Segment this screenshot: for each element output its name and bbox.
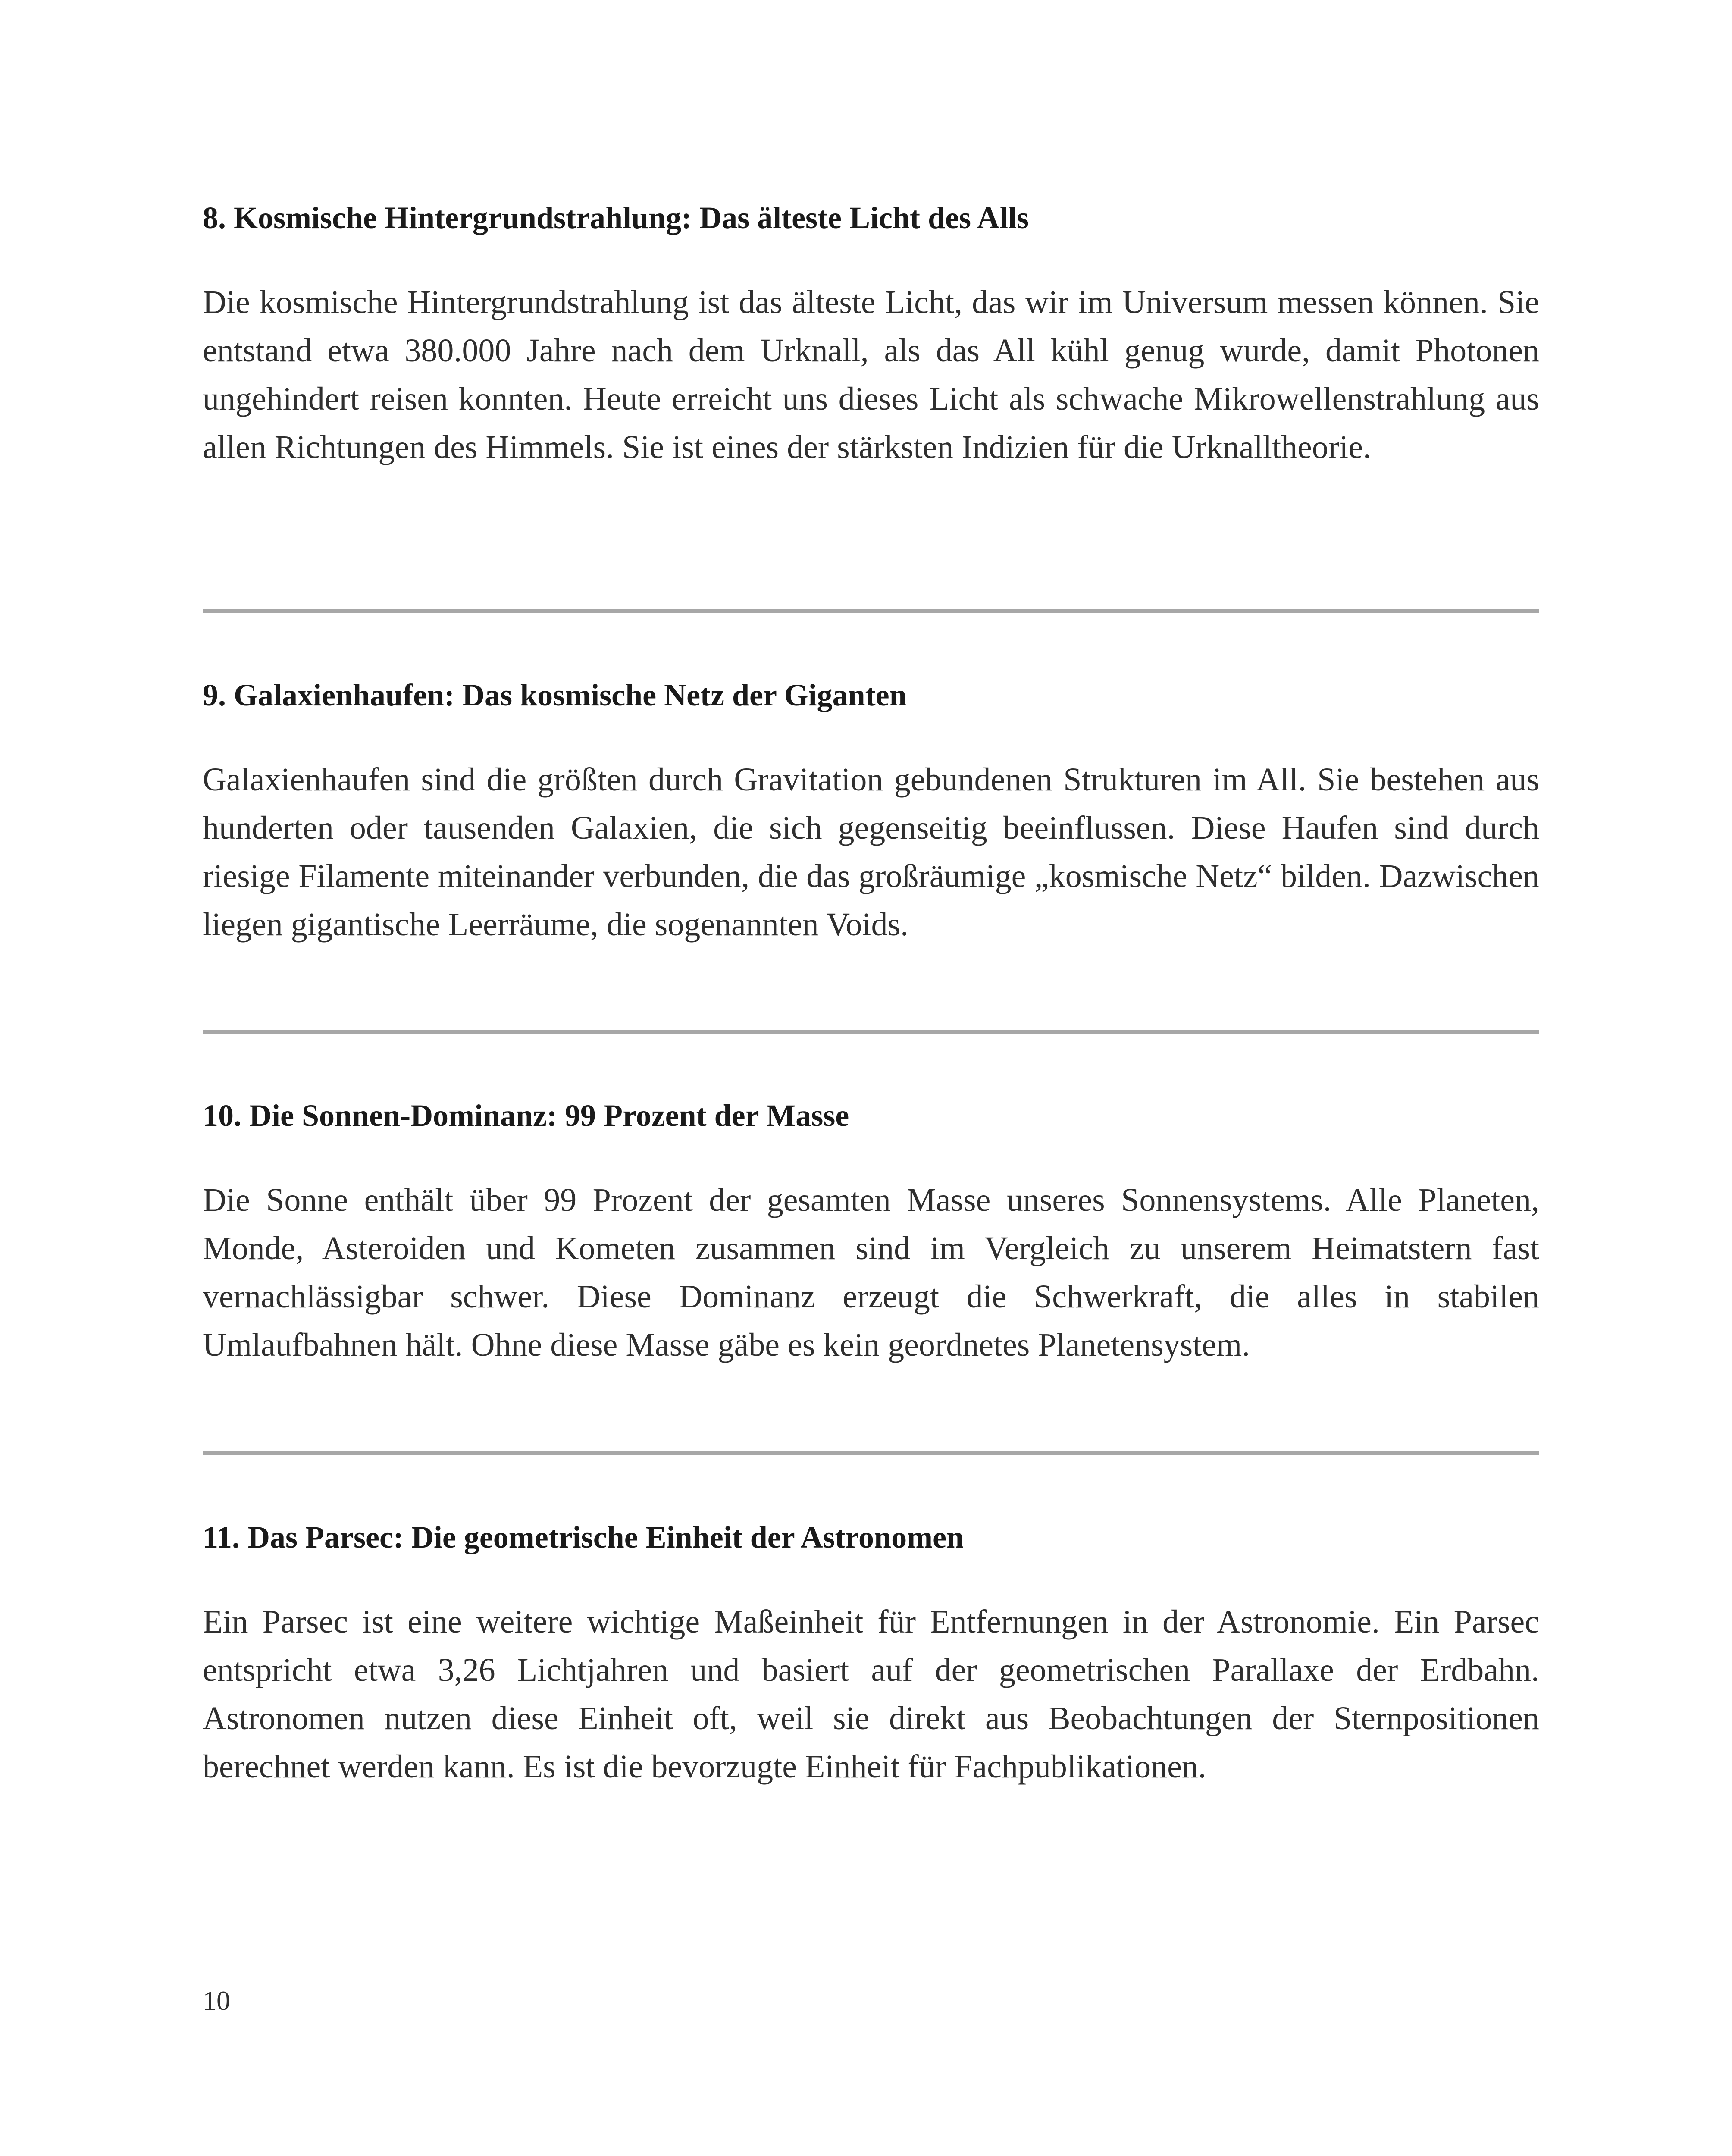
section-heading: 9. Galaxienhaufen: Das kosmische Netz der Giganten [203, 678, 907, 712]
section-paragraph: Galaxienhaufen sind die größten durch Gravitation gebundenen Strukturen im All. Sie bestehen aus hunderten oder tausenden Galaxien, die sich gegenseitig beeinflussen. Diese Haufen sind durch riesige Filamente miteinander verbunden, die das großräumige „kosmische Netz“ bilden. Dazwischen liegen gigantische Leerräume, die sogenannten Voids. [203, 761, 1539, 943]
section-paragraph: Die Sonne enthält über 99 Prozent der gesamten Masse unseres Sonnensystems. Alle Planeten, Monde, Asteroiden und Kometen zusammen sind im Vergleich zu unserem Heimatstern fast vernachlässigbar schwer. Diese Dominanz erzeugt die Schwerkraft, die alles in stabilen Umlaufbahnen hält. Ohne diese Masse gäbe es kein geordnetes Planetensystem. [203, 1182, 1539, 1363]
section-cosmic-background-radiation [203, 198, 1539, 471]
section-divider [203, 609, 1539, 613]
section-divider [203, 1030, 1539, 1034]
section-paragraph: Die kosmische Hintergrundstrahlung ist das älteste Licht, das wir im Universum messen können. Sie entstand etwa 380.000 Jahre nach dem Urknall, als das All kühl genug wurde, damit Photonen ungehindert reisen konnten. Heute erreicht uns dieses Licht als schwache Mikrowellenstrahlung aus allen Richtungen des Himmels. Sie ist eines der stärksten Indizien für die Urknalltheorie. [203, 284, 1539, 465]
section-heading: 11. Das Parsec: Die geometrische Einheit der Astronomen [203, 1520, 964, 1554]
section-galaxy-clusters [203, 676, 1539, 949]
section-sun-dominance [203, 1096, 1539, 1369]
page-number: 10 [203, 1985, 230, 2016]
section-paragraph: Ein Parsec ist eine weitere wichtige Maßeinheit für Entfernungen in der Astronomie. Ein Parsec entspricht etwa 3,26 Lichtjahren und basiert auf der geometrischen Parallaxe der Erdbahn. Astronomen nutzen diese Einheit oft, weil sie direkt aus Beobachtungen der Sternpositionen berechnet werden kann. Es ist die bevorzugte Einheit für Fachpublikationen. [203, 1604, 1539, 1785]
section-parsec [203, 1518, 1539, 1791]
section-heading: 8. Kosmische Hintergrundstrahlung: Das älteste Licht des Alls [203, 201, 1029, 235]
section-heading: 10. Die Sonnen-Dominanz: 99 Prozent der Masse [203, 1098, 849, 1133]
section-divider [203, 1451, 1539, 1455]
